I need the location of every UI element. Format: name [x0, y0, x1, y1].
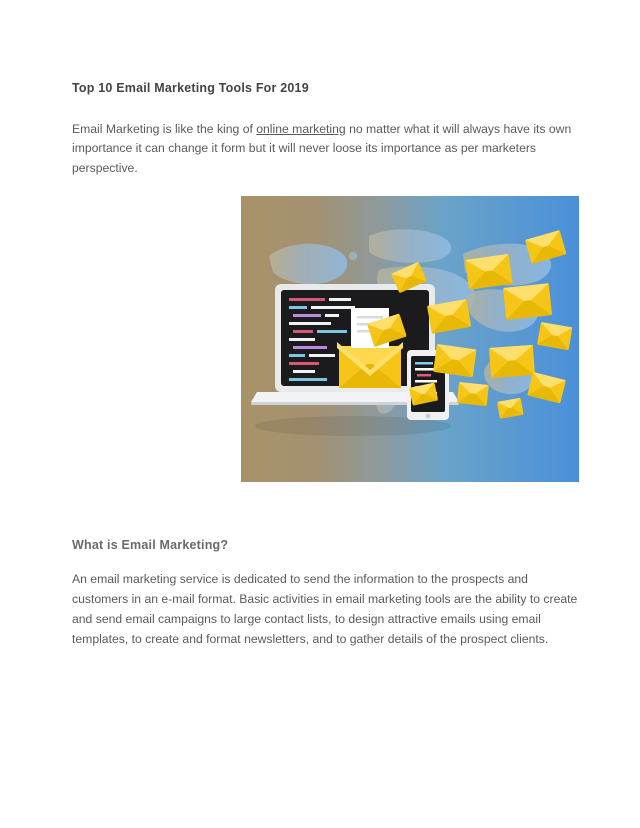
- illustration-svg: [241, 196, 579, 482]
- email-marketing-illustration: [241, 196, 579, 482]
- section-heading: What is Email Marketing?: [72, 538, 229, 552]
- intro-text-after-link: no matter what it will always have its own importance it can change it form but it will never loose its importance as per marketers perspective.: [72, 121, 572, 176]
- online-marketing-link[interactable]: online marketing: [256, 121, 346, 136]
- intro-paragraph: [72, 120, 579, 179]
- intro-text-before-link: Email Marketing is like the king of: [72, 121, 257, 136]
- page-title: Top 10 Email Marketing Tools For 2019: [72, 81, 309, 95]
- document-body: [72, 80, 579, 179]
- section-paragraph: An email marketing service is dedicated to send the information to the prospects and customers in an e-mail format. Basic activities in email marketing tools are the ability to create and send email campaigns to large contact lists, to design attractive emails using email templates, to create and format newsletters, and to gather details of the prospect clients.: [72, 572, 578, 646]
